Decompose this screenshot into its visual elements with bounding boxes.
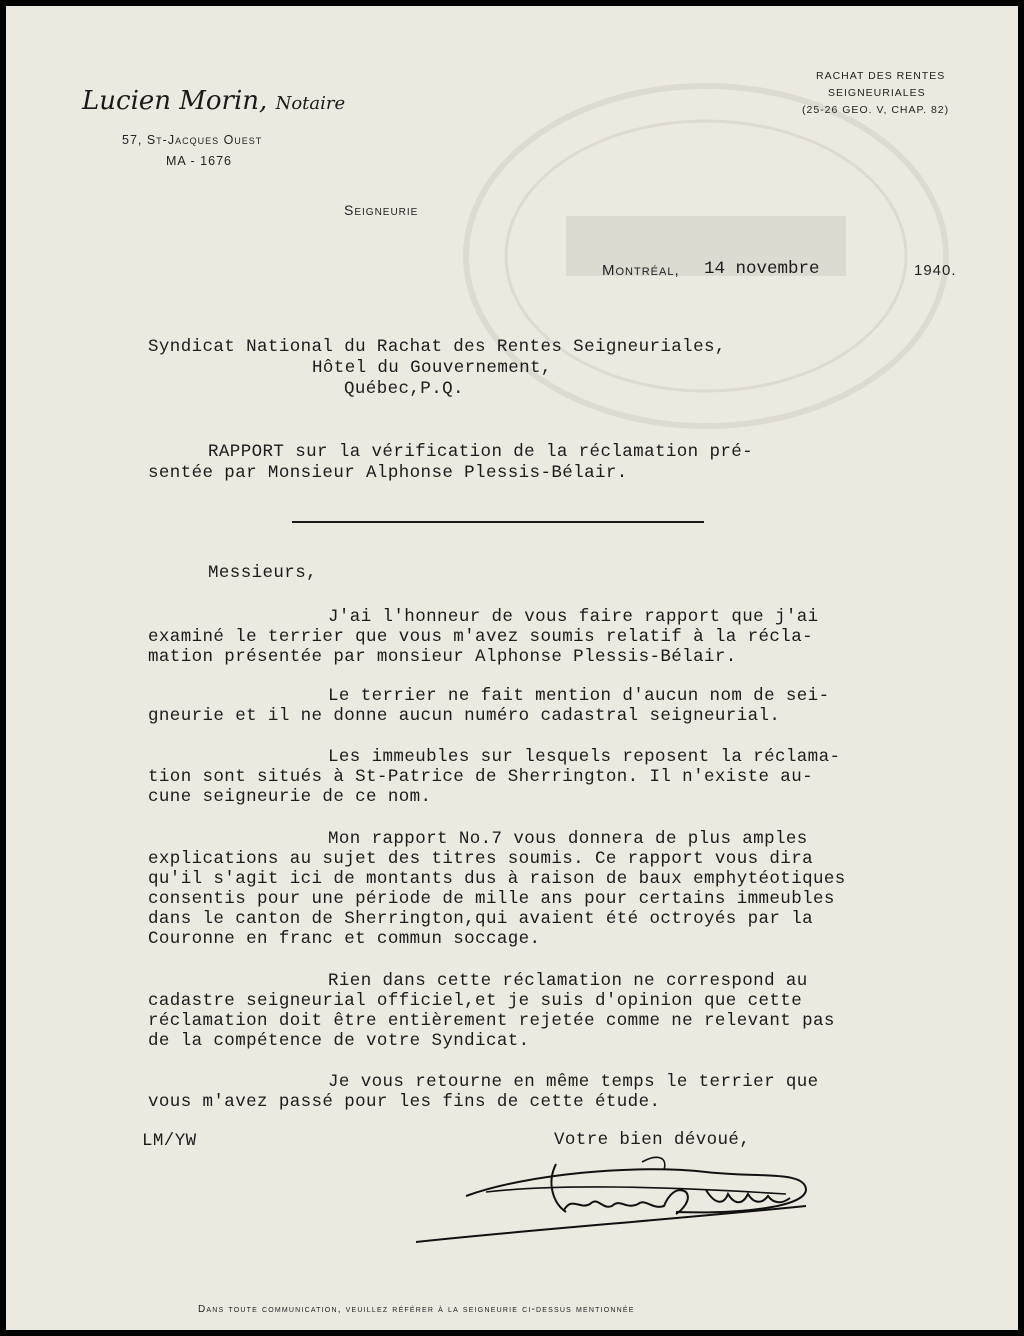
letterhead-address: 57, St-Jacques Ouest [122, 133, 263, 147]
p4-line1: Mon rapport No.7 vous donnera de plus amples [328, 829, 808, 849]
p3-line3: cune seigneurie de ce nom. [148, 787, 432, 807]
letterhead-phone: MA - 1676 [166, 154, 232, 168]
letterhead-title: Notaire [275, 93, 346, 114]
separator-rule [292, 521, 704, 523]
p2-line2: gneurie et il ne donne aucun numéro cadastral seigneurial. [148, 706, 781, 726]
recipient-line2: Hôtel du Gouvernement, [312, 358, 552, 378]
date-day-month: 14 novembre [704, 259, 820, 279]
p3-line2: tion sont situés à St-Patrice de Sherrington. Il n'existe au- [148, 767, 814, 787]
p5-line2: cadastre seigneurial officiel,et je suis d'opinion que cette [148, 991, 803, 1011]
subject-line1: RAPPORT sur la vérification de la réclamation pré- [208, 442, 754, 462]
subject-line2: sentée par Monsieur Alphonse Plessis-Bélair. [148, 463, 628, 483]
p5-line4: de la compétence de votre Syndicat. [148, 1031, 530, 1051]
letter-page [6, 6, 1018, 1330]
p4-line3: qu'il s'agit ici de montants dus à raison de baux emphytéotiques [148, 869, 846, 889]
p1-line1: J'ai l'honneur de vous faire rapport que j'ai [328, 607, 819, 627]
letterhead-right-line3: (25-26 GEO. V, CHAP. 82) [802, 104, 950, 116]
p5-line3: réclamation doit être entièrement rejetée comme ne relevant pas [148, 1011, 835, 1031]
typist-initials: LM/YW [142, 1131, 197, 1151]
p5-line1: Rien dans cette réclamation ne correspond au [328, 971, 808, 991]
p6-line2: vous m'avez passé pour les fins de cette étude. [148, 1092, 661, 1112]
salutation: Messieurs, [208, 563, 318, 583]
date-year: 1940. [914, 262, 957, 279]
recipient-line1: Syndicat National du Rachat des Rentes Seigneuriales, [148, 337, 726, 357]
p2-line1: Le terrier ne fait mention d'aucun nom de sei- [328, 686, 830, 706]
signature-image [406, 1134, 826, 1252]
seigneurie-label: Seigneurie [344, 202, 419, 218]
recipient-line3: Québec,P.Q. [344, 379, 464, 399]
p1-line3: mation présentée par monsieur Alphonse Plessis-Bélair. [148, 647, 737, 667]
p4-line6: Couronne en franc et commun soccage. [148, 929, 541, 949]
letterhead-right-line1: RACHAT DES RENTES [816, 70, 946, 82]
p4-line2: explications au sujet des titres soumis. Ce rapport vous dira [148, 849, 814, 869]
p4-line5: dans le canton de Sherrington,qui avaient été octroyés par la [148, 909, 814, 929]
letterhead-right-line2: SEIGNEURIALES [828, 87, 926, 99]
letterhead-name: Lucien Morin, Notaire [82, 86, 346, 116]
date-city: Montréal, [602, 262, 680, 279]
complimentary-close: Votre bien dévoué, [554, 1130, 751, 1150]
p6-line1: Je vous retourne en même temps le terrier que [328, 1072, 819, 1092]
p3-line1: Les immeubles sur lesquels reposent la réclama- [328, 747, 841, 767]
seal-watermark [446, 66, 966, 446]
p4-line4: consentis pour une période de mille ans pour certains immeubles [148, 889, 835, 909]
p1-line2: examiné le terrier que vous m'avez soumis relatif à la récla- [148, 627, 814, 647]
footer-notice: Dans toute communication, veuillez référer à la seigneurie ci-dessus mentionnée [198, 1304, 635, 1315]
